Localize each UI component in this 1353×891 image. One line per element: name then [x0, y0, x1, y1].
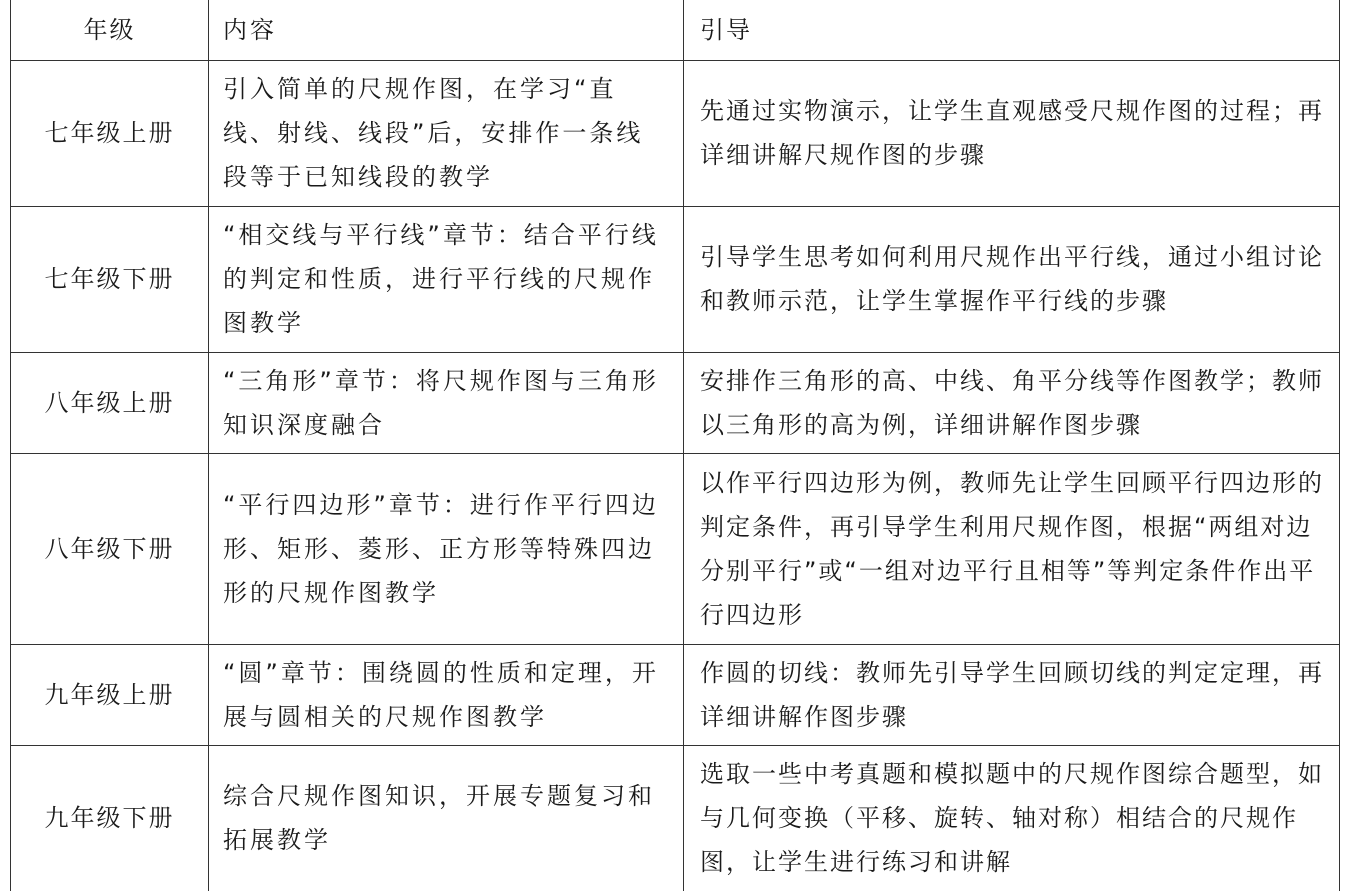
curriculum-table	[10, 0, 1340, 891]
content-cell: 引入简单的尺规作图，在学习“直线、射线、线段”后，安排作一条线段等于已知线段的教学	[209, 60, 684, 206]
guide-cell: 选取一些中考真题和模拟题中的尺规作图综合题型，如与几何变换（平移、旋转、轴对称）相结合的尺规作图，让学生进行练习和讲解	[684, 745, 1340, 891]
header-grade: 年级	[11, 0, 209, 60]
guide-cell: 作圆的切线：教师先引导学生回顾切线的判定定理，再详细讲解作图步骤	[684, 644, 1340, 745]
grade-cell: 八年级上册	[11, 352, 209, 453]
guide-cell: 引导学生思考如何利用尺规作出平行线，通过小组讨论和教师示范，让学生掌握作平行线的步骤	[684, 206, 1340, 352]
table-header-row	[11, 0, 1340, 60]
header-content: 内容	[209, 0, 684, 60]
guide-cell: 安排作三角形的高、中线、角平分线等作图教学；教师以三角形的高为例，详细讲解作图步骤	[684, 352, 1340, 453]
table-row	[11, 745, 1340, 891]
header-guide: 引导	[684, 0, 1340, 60]
content-cell: “圆”章节：围绕圆的性质和定理，开展与圆相关的尺规作图教学	[209, 644, 684, 745]
content-cell: “相交线与平行线”章节：结合平行线的判定和性质，进行平行线的尺规作图教学	[209, 206, 684, 352]
grade-cell: 七年级下册	[11, 206, 209, 352]
grade-cell: 九年级下册	[11, 745, 209, 891]
table-row	[11, 206, 1340, 352]
table-row	[11, 352, 1340, 453]
grade-cell: 七年级上册	[11, 60, 209, 206]
grade-cell: 九年级上册	[11, 644, 209, 745]
grade-cell: 八年级下册	[11, 453, 209, 644]
table-row	[11, 453, 1340, 644]
content-cell: 综合尺规作图知识，开展专题复习和拓展教学	[209, 745, 684, 891]
content-cell: “三角形”章节：将尺规作图与三角形知识深度融合	[209, 352, 684, 453]
guide-cell: 先通过实物演示，让学生直观感受尺规作图的过程；再详细讲解尺规作图的步骤	[684, 60, 1340, 206]
guide-cell: 以作平行四边形为例，教师先让学生回顾平行四边形的判定条件，再引导学生利用尺规作图，根据“两组对边分别平行”或“一组对边平行且相等”等判定条件作出平行四边形	[684, 453, 1340, 644]
table-row	[11, 60, 1340, 206]
table-row	[11, 644, 1340, 745]
content-cell: “平行四边形”章节：进行作平行四边形、矩形、菱形、正方形等特殊四边形的尺规作图教学	[209, 453, 684, 644]
